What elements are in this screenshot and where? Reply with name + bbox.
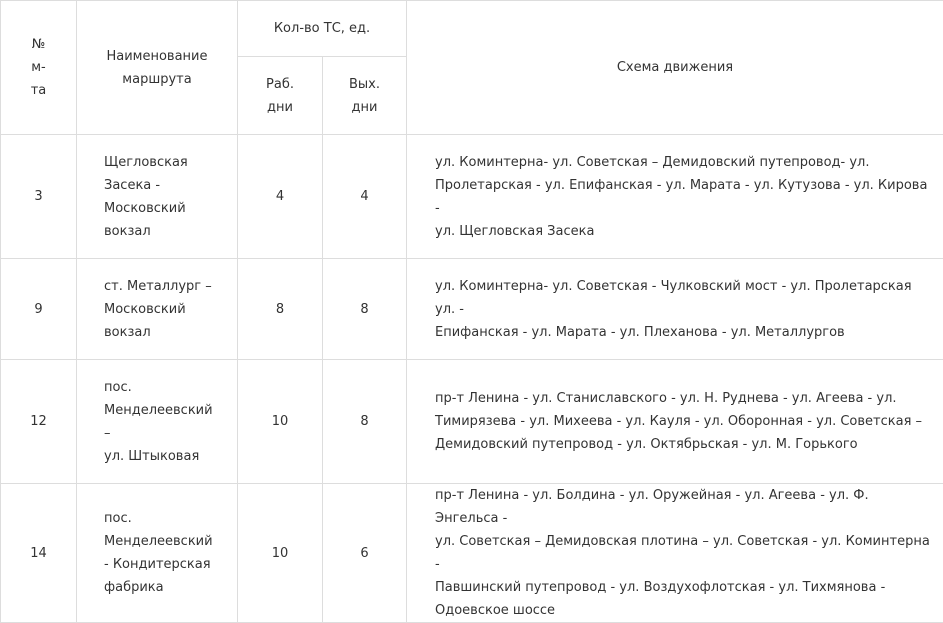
route-scheme xyxy=(407,135,943,259)
workdays-count: 4 xyxy=(238,135,323,259)
route-scheme-line: ул. Коминтерна- ул. Советская – Демидовский путепровод- ул. xyxy=(435,151,933,174)
route-scheme-line: ул. Щегловская Засека xyxy=(435,220,933,243)
weekend-count: 8 xyxy=(323,360,407,484)
table-row xyxy=(1,135,943,259)
weekend-count: 8 xyxy=(323,259,407,360)
route-name xyxy=(77,259,238,360)
header-route-number-line: № xyxy=(1,33,76,56)
header-route-name xyxy=(77,1,238,135)
route-name-line: Московский xyxy=(104,298,231,321)
header-route-scheme: Схема движения xyxy=(407,1,943,135)
route-scheme-line: Тимирязева - ул. Михеева - ул. Кауля - ул. Оборонная - ул. Советская – xyxy=(435,410,933,433)
route-number: 3 xyxy=(1,135,77,259)
route-scheme-line: пр-т Ленина - ул. Станиславского - ул. Н. Руднева - ул. Агеева - ул. xyxy=(435,387,933,410)
route-scheme-line: Демидовский путепровод - ул. Октябрьская - ул. М. Горького xyxy=(435,433,933,456)
route-scheme xyxy=(407,360,943,484)
table-body xyxy=(1,135,943,623)
weekend-count: 6 xyxy=(323,484,407,623)
header-route-name-line: Наименование xyxy=(77,45,237,68)
route-name xyxy=(77,484,238,623)
route-scheme-line: Епифанская - ул. Марата - ул. Плеханова - ул. Металлургов xyxy=(435,321,933,344)
route-name-line: вокзал xyxy=(104,220,231,243)
route-name-line: Засека - xyxy=(104,174,231,197)
header-weekend xyxy=(323,57,407,135)
route-number: 12 xyxy=(1,360,77,484)
header-workdays xyxy=(238,57,323,135)
route-name-line: Московский xyxy=(104,197,231,220)
route-scheme xyxy=(407,259,943,360)
route-scheme-line: Пролетарская - ул. Епифанская - ул. Марата - ул. Кутузова - ул. Кирова - xyxy=(435,174,933,220)
route-scheme-line: ул. Коминтерна- ул. Советская - Чулковский мост - ул. Пролетарская ул. - xyxy=(435,275,933,321)
header-route-name-line: маршрута xyxy=(77,68,237,91)
route-name-line: ул. Штыковая xyxy=(104,445,231,468)
header-row-1 xyxy=(1,1,943,57)
route-name-line: вокзал xyxy=(104,321,231,344)
route-name-line: фабрика xyxy=(104,576,231,599)
header-workdays-line: дни xyxy=(238,96,322,119)
header-weekend-line: дни xyxy=(323,96,406,119)
header-route-number xyxy=(1,1,77,135)
route-name xyxy=(77,360,238,484)
route-number: 9 xyxy=(1,259,77,360)
route-name-line: пос. xyxy=(104,376,231,399)
route-name-line: ст. Металлург – xyxy=(104,275,231,298)
workdays-count: 10 xyxy=(238,484,323,623)
table-row xyxy=(1,259,943,360)
table-row xyxy=(1,360,943,484)
workdays-count: 8 xyxy=(238,259,323,360)
workdays-count: 10 xyxy=(238,360,323,484)
header-vehicle-count: Кол-во ТС, ед. xyxy=(238,1,407,57)
route-name xyxy=(77,135,238,259)
header-route-number-line: м- xyxy=(1,56,76,79)
route-name-line: пос. xyxy=(104,507,231,530)
header-route-number-line: та xyxy=(1,79,76,102)
header-workdays-line: Раб. xyxy=(238,73,322,96)
route-scheme-line: пр-т Ленина - ул. Болдина - ул. Оружейная - ул. Агеева - ул. Ф. Энгельса - xyxy=(435,484,933,530)
route-name-line: - Кондитерская xyxy=(104,553,231,576)
route-number: 14 xyxy=(1,484,77,623)
route-scheme xyxy=(407,484,943,623)
route-name-line: Щегловская xyxy=(104,151,231,174)
route-scheme-line: Одоевское шоссе xyxy=(435,599,933,622)
route-scheme-line: Павшинский путепровод - ул. Воздухофлотская - ул. Тихмянова - xyxy=(435,576,933,599)
table-header xyxy=(1,1,943,135)
route-name-line: Менделеевский xyxy=(104,399,231,422)
route-name-line: Менделеевский xyxy=(104,530,231,553)
route-scheme-line: ул. Советская – Демидовская плотина – ул. Советская - ул. Коминтерна - xyxy=(435,530,933,576)
table-row xyxy=(1,484,943,623)
route-name-line: – xyxy=(104,422,231,445)
header-weekend-line: Вых. xyxy=(323,73,406,96)
weekend-count: 4 xyxy=(323,135,407,259)
